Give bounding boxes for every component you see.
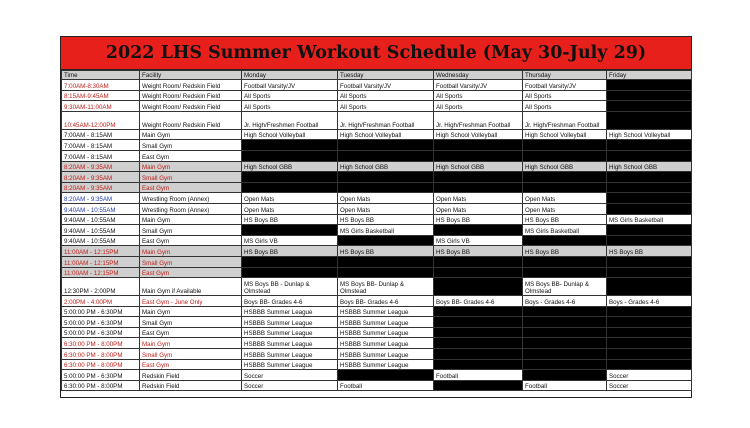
- friday-blocked-cell: [607, 338, 692, 349]
- time-cell: 12:30PM - 2:00PM: [62, 278, 140, 296]
- thursday-blocked-cell: [523, 349, 607, 360]
- thursday-blocked-cell: [523, 359, 607, 370]
- tuesday-cell: Football: [338, 380, 434, 391]
- wednesday-blocked-cell: [434, 150, 523, 161]
- facility-cell: Small Gym: [140, 225, 242, 236]
- tuesday-cell: HS Boys BB: [338, 246, 434, 257]
- thursday-blocked-cell: [523, 235, 607, 246]
- tuesday-cell: Football Varsity/JV: [338, 80, 434, 91]
- monday-blocked-cell: [242, 225, 338, 236]
- schedule-row: [62, 111, 692, 129]
- time-cell: 2:00PM - 4:00PM: [62, 296, 140, 307]
- schedule-row: [62, 80, 692, 91]
- wednesday-cell: Open Mats: [434, 203, 523, 214]
- facility-cell: East Gym: [140, 150, 242, 161]
- tuesday-cell: Jr. High/Freshman Football: [338, 111, 434, 129]
- facility-cell: Main Gym if Available: [140, 278, 242, 296]
- thursday-blocked-cell: [523, 317, 607, 328]
- time-cell: 8:20AM - 9:35AM: [62, 182, 140, 193]
- facility-cell: Main Gym: [140, 161, 242, 172]
- friday-blocked-cell: [607, 193, 692, 204]
- thursday-cell: High School Volleyball: [523, 129, 607, 140]
- thursday-blocked-cell: [523, 338, 607, 349]
- schedule-body: [62, 71, 692, 391]
- tuesday-blocked-cell: [338, 370, 434, 381]
- facility-cell: Weight Room/ Redskin Field: [140, 101, 242, 112]
- schedule-row: [62, 359, 692, 370]
- wednesday-blocked-cell: [434, 267, 523, 278]
- wednesday-cell: MS Girls VB: [434, 235, 523, 246]
- time-cell: 6:30:00 PM - 8:00PM: [62, 380, 140, 391]
- tuesday-cell: HSBBB Summer League: [338, 359, 434, 370]
- friday-blocked-cell: [607, 327, 692, 338]
- time-cell: 7:00AM - 8:15AM: [62, 150, 140, 161]
- header-facility: Facility: [140, 71, 242, 80]
- schedule-row: [62, 246, 692, 257]
- time-cell: 11:00AM - 12:15PM: [62, 267, 140, 278]
- schedule-row: [62, 296, 692, 307]
- schedule-row: [62, 203, 692, 214]
- wednesday-cell: Football: [434, 370, 523, 381]
- wednesday-cell: High School GBB: [434, 161, 523, 172]
- facility-cell: Main Gym: [140, 246, 242, 257]
- thursday-cell: High School GBB: [523, 161, 607, 172]
- friday-blocked-cell: [607, 80, 692, 91]
- header-thursday: Thursday: [523, 71, 607, 80]
- monday-cell: HSBBB Summer League: [242, 359, 338, 370]
- monday-cell: HS Boys BB: [242, 246, 338, 257]
- monday-cell: HSBBB Summer League: [242, 306, 338, 317]
- schedule-row: [62, 317, 692, 328]
- facility-cell: Main Gym: [140, 214, 242, 225]
- schedule-row: [62, 193, 692, 204]
- time-cell: 11:00AM - 12:15PM: [62, 246, 140, 257]
- schedule-row: [62, 370, 692, 381]
- wednesday-blocked-cell: [434, 380, 523, 391]
- tuesday-blocked-cell: [338, 140, 434, 151]
- monday-blocked-cell: [242, 267, 338, 278]
- schedule-row: [62, 256, 692, 267]
- schedule-row: [62, 338, 692, 349]
- friday-blocked-cell: [607, 150, 692, 161]
- thursday-cell: Football: [523, 380, 607, 391]
- header-wednesday: Wednesday: [434, 71, 523, 80]
- tuesday-cell: All Sports: [338, 101, 434, 112]
- monday-blocked-cell: [242, 140, 338, 151]
- thursday-cell: Boys - Grades 4-6: [523, 296, 607, 307]
- monday-cell: HSBBB Summer League: [242, 338, 338, 349]
- monday-cell: All Sports: [242, 90, 338, 101]
- thursday-cell: HS Boys BB: [523, 214, 607, 225]
- schedule-row: [62, 380, 692, 391]
- wednesday-cell: All Sports: [434, 90, 523, 101]
- wednesday-cell: Football Varsity/JV: [434, 80, 523, 91]
- time-cell: 7:00AM - 8:15AM: [62, 129, 140, 140]
- facility-cell: Redskin Field: [140, 380, 242, 391]
- tuesday-blocked-cell: [338, 256, 434, 267]
- monday-cell: MS Boys BB - Dunlap & Olmstead: [242, 278, 338, 296]
- thursday-blocked-cell: [523, 172, 607, 183]
- schedule-row: [62, 267, 692, 278]
- schedule-row: [62, 349, 692, 360]
- friday-blocked-cell: [607, 101, 692, 112]
- wednesday-blocked-cell: [434, 359, 523, 370]
- thursday-blocked-cell: [523, 150, 607, 161]
- facility-cell: Small Gym: [140, 256, 242, 267]
- monday-blocked-cell: [242, 172, 338, 183]
- wednesday-cell: All Sports: [434, 101, 523, 112]
- header-monday: Monday: [242, 71, 338, 80]
- tuesday-cell: HS Boys BB: [338, 214, 434, 225]
- monday-cell: High School GBB: [242, 161, 338, 172]
- facility-cell: Small Gym: [140, 140, 242, 151]
- facility-cell: East Gym: [140, 182, 242, 193]
- time-cell: 7:00AM - 8:15AM: [62, 140, 140, 151]
- tuesday-cell: Open Mats: [338, 193, 434, 204]
- facility-cell: Main Gym: [140, 306, 242, 317]
- wednesday-cell: Jr. High/Freshman Football: [434, 111, 523, 129]
- tuesday-blocked-cell: [338, 267, 434, 278]
- facility-cell: East Gym - June Only: [140, 296, 242, 307]
- thursday-cell: All Sports: [523, 90, 607, 101]
- schedule-sheet: [60, 36, 692, 398]
- friday-blocked-cell: [607, 225, 692, 236]
- wednesday-blocked-cell: [434, 256, 523, 267]
- time-cell: 9:40AM - 10:55AM: [62, 203, 140, 214]
- monday-cell: Open Mats: [242, 203, 338, 214]
- friday-blocked-cell: [607, 90, 692, 101]
- thursday-cell: Open Mats: [523, 193, 607, 204]
- friday-blocked-cell: [607, 359, 692, 370]
- friday-blocked-cell: [607, 278, 692, 296]
- time-cell: 9:40AM - 10:55AM: [62, 214, 140, 225]
- tuesday-cell: MS Boys BB- Dunlap & Olmstead: [338, 278, 434, 296]
- wednesday-blocked-cell: [434, 278, 523, 296]
- schedule-row: [62, 172, 692, 183]
- wednesday-blocked-cell: [434, 225, 523, 236]
- monday-blocked-cell: [242, 256, 338, 267]
- thursday-cell: HS Boys BB: [523, 246, 607, 257]
- thursday-cell: MS Girls Basketball: [523, 225, 607, 236]
- friday-blocked-cell: [607, 349, 692, 360]
- friday-blocked-cell: [607, 111, 692, 129]
- friday-blocked-cell: [607, 182, 692, 193]
- friday-blocked-cell: [607, 203, 692, 214]
- wednesday-cell: HS Boys BB: [434, 214, 523, 225]
- thursday-cell: Football Varsity/JV: [523, 80, 607, 91]
- monday-cell: Open Mats: [242, 193, 338, 204]
- monday-cell: Soccer: [242, 370, 338, 381]
- time-cell: 5:00:00 PM - 6:30PM: [62, 370, 140, 381]
- tuesday-cell: HSBBB Summer League: [338, 306, 434, 317]
- facility-cell: Weight Room/ Redskin Field: [140, 90, 242, 101]
- facility-cell: Main Gym: [140, 129, 242, 140]
- thursday-cell: Open Mats: [523, 203, 607, 214]
- facility-cell: Wrestling Room (Annex): [140, 203, 242, 214]
- friday-cell: MS Girls Basketball: [607, 214, 692, 225]
- thursday-blocked-cell: [523, 370, 607, 381]
- facility-cell: Small Gym: [140, 317, 242, 328]
- header-row: [62, 71, 692, 80]
- schedule-table: [61, 70, 692, 391]
- facility-cell: Weight Room/ Redskin Field: [140, 111, 242, 129]
- friday-cell: Boys - Grades 4-6: [607, 296, 692, 307]
- thursday-cell: Jr. High/Freshman Football: [523, 111, 607, 129]
- wednesday-cell: HS Boys BB: [434, 246, 523, 257]
- thursday-blocked-cell: [523, 182, 607, 193]
- time-cell: 5:00:00 PM - 6:30PM: [62, 327, 140, 338]
- monday-cell: Football Varsity/JV: [242, 80, 338, 91]
- time-cell: 8:20AM - 9:35AM: [62, 161, 140, 172]
- monday-cell: Boys BB- Grades 4-6: [242, 296, 338, 307]
- time-cell: 9:40AM - 10:55AM: [62, 235, 140, 246]
- header-time: Time: [62, 71, 140, 80]
- schedule-row: [62, 129, 692, 140]
- wednesday-cell: High School Volleyball: [434, 129, 523, 140]
- tuesday-cell: HSBBB Summer League: [338, 327, 434, 338]
- time-cell: 8:20AM - 9:35AM: [62, 193, 140, 204]
- monday-blocked-cell: [242, 182, 338, 193]
- schedule-row: [62, 140, 692, 151]
- time-cell: 5:00:00 PM - 6:30PM: [62, 317, 140, 328]
- friday-blocked-cell: [607, 172, 692, 183]
- wednesday-blocked-cell: [434, 140, 523, 151]
- monday-cell: HSBBB Summer League: [242, 317, 338, 328]
- time-cell: 6:30:00 PM - 8:00PM: [62, 349, 140, 360]
- wednesday-blocked-cell: [434, 317, 523, 328]
- monday-blocked-cell: [242, 150, 338, 161]
- time-cell: 10:45AM-12:00PM: [62, 111, 140, 129]
- schedule-row: [62, 214, 692, 225]
- time-cell: 8:20AM - 9:35AM: [62, 172, 140, 183]
- tuesday-cell: HSBBB Summer League: [338, 317, 434, 328]
- friday-cell: HS Boys BB: [607, 246, 692, 257]
- monday-cell: High School Volleyball: [242, 129, 338, 140]
- monday-cell: HSBBB Summer League: [242, 327, 338, 338]
- time-cell: 6:30:00 PM - 8:00PM: [62, 338, 140, 349]
- friday-blocked-cell: [607, 256, 692, 267]
- time-cell: 5:00:00 PM - 6:30PM: [62, 306, 140, 317]
- schedule-row: [62, 90, 692, 101]
- friday-blocked-cell: [607, 306, 692, 317]
- wednesday-blocked-cell: [434, 338, 523, 349]
- facility-cell: Wrestling Room (Annex): [140, 193, 242, 204]
- schedule-row: [62, 235, 692, 246]
- schedule-row: [62, 225, 692, 236]
- friday-cell: Soccer: [607, 370, 692, 381]
- schedule-row: [62, 306, 692, 317]
- thursday-cell: MS Boys BB- Dunlap & Olmstead: [523, 278, 607, 296]
- thursday-blocked-cell: [523, 267, 607, 278]
- friday-blocked-cell: [607, 140, 692, 151]
- monday-cell: HSBBB Summer League: [242, 349, 338, 360]
- friday-blocked-cell: [607, 267, 692, 278]
- facility-cell: East Gym: [140, 235, 242, 246]
- tuesday-cell: All Sports: [338, 90, 434, 101]
- wednesday-cell: Boys BB- Grades 4-6: [434, 296, 523, 307]
- wednesday-blocked-cell: [434, 327, 523, 338]
- friday-cell: Soccer: [607, 380, 692, 391]
- facility-cell: Small Gym: [140, 349, 242, 360]
- time-cell: 11:00AM - 12:15PM: [62, 256, 140, 267]
- friday-blocked-cell: [607, 317, 692, 328]
- tuesday-blocked-cell: [338, 150, 434, 161]
- time-cell: 7:00AM-8:30AM: [62, 80, 140, 91]
- header-tuesday: Tuesday: [338, 71, 434, 80]
- thursday-blocked-cell: [523, 327, 607, 338]
- thursday-blocked-cell: [523, 256, 607, 267]
- wednesday-cell: Open Mats: [434, 193, 523, 204]
- facility-cell: East Gym: [140, 327, 242, 338]
- wednesday-blocked-cell: [434, 306, 523, 317]
- monday-cell: All Sports: [242, 101, 338, 112]
- monday-cell: HS Boys BB: [242, 214, 338, 225]
- friday-cell: High School Volleyball: [607, 129, 692, 140]
- schedule-title: 2022 LHS Summer Workout Schedule (May 30-July 29): [61, 37, 691, 70]
- schedule-row: [62, 150, 692, 161]
- facility-cell: East Gym: [140, 359, 242, 370]
- tuesday-cell: MS Girls Basketball: [338, 225, 434, 236]
- tuesday-cell: High School GBB: [338, 161, 434, 172]
- tuesday-cell: HSBBB Summer League: [338, 338, 434, 349]
- time-cell: 6:30:00 PM - 8:00PM: [62, 359, 140, 370]
- wednesday-blocked-cell: [434, 349, 523, 360]
- thursday-cell: All Sports: [523, 101, 607, 112]
- tuesday-cell: Open Mats: [338, 203, 434, 214]
- tuesday-cell: Boys BB- Grades 4-6: [338, 296, 434, 307]
- monday-cell: MS Girls VB: [242, 235, 338, 246]
- tuesday-cell: High School Volleyball: [338, 129, 434, 140]
- schedule-row: [62, 327, 692, 338]
- friday-blocked-cell: [607, 235, 692, 246]
- tuesday-blocked-cell: [338, 182, 434, 193]
- header-friday: Friday: [607, 71, 692, 80]
- schedule-row: [62, 278, 692, 296]
- wednesday-blocked-cell: [434, 172, 523, 183]
- monday-cell: Soccer: [242, 380, 338, 391]
- facility-cell: Small Gym: [140, 172, 242, 183]
- wednesday-blocked-cell: [434, 182, 523, 193]
- facility-cell: Redskin Field: [140, 370, 242, 381]
- facility-cell: East Gym: [140, 267, 242, 278]
- tuesday-blocked-cell: [338, 235, 434, 246]
- tuesday-cell: HSBBB Summer League: [338, 349, 434, 360]
- schedule-row: [62, 101, 692, 112]
- tuesday-blocked-cell: [338, 172, 434, 183]
- thursday-blocked-cell: [523, 306, 607, 317]
- schedule-row: [62, 182, 692, 193]
- facility-cell: Main Gym: [140, 338, 242, 349]
- time-cell: 8:15AM-9:45AM: [62, 90, 140, 101]
- schedule-row: [62, 161, 692, 172]
- time-cell: 9:30AM-11:00AM: [62, 101, 140, 112]
- friday-cell: High School GBB: [607, 161, 692, 172]
- time-cell: 9:40AM - 10:55AM: [62, 225, 140, 236]
- thursday-blocked-cell: [523, 140, 607, 151]
- facility-cell: Weight Room/ Redskin Field: [140, 80, 242, 91]
- monday-cell: Jr. High/Freshmen Football: [242, 111, 338, 129]
